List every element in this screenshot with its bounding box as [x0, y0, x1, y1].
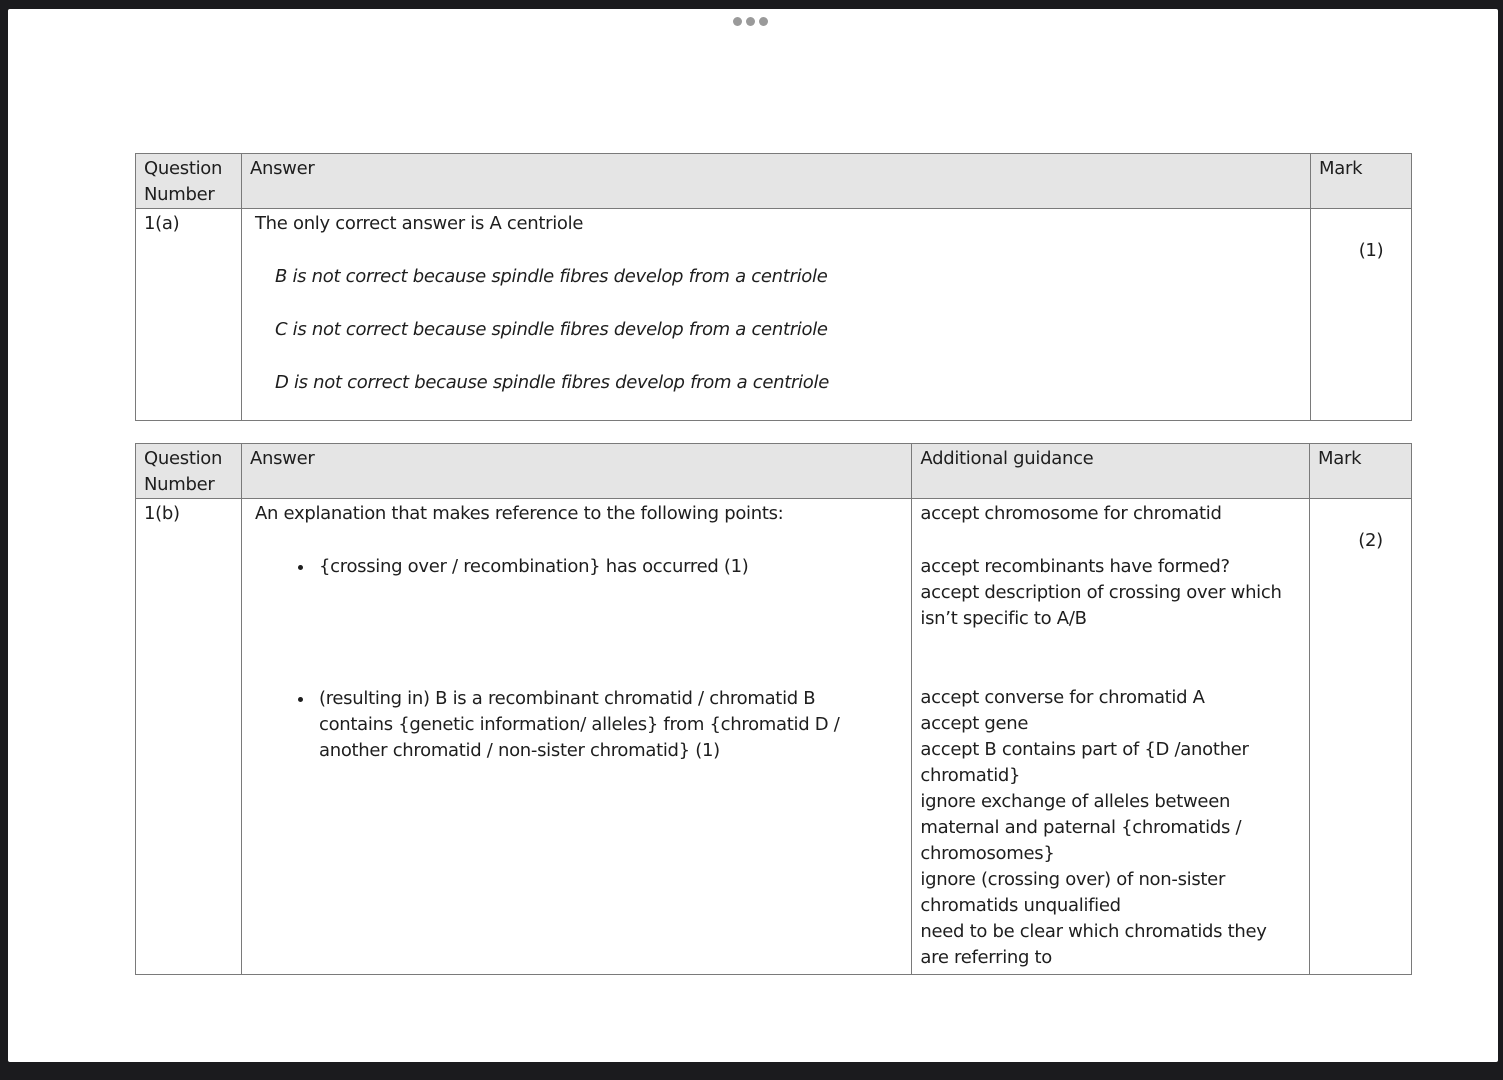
- answer-cell: [241, 209, 1310, 421]
- distractor-b: B is not correct because spindle fibres develop from a centriole: [274, 266, 828, 287]
- dot: [733, 17, 742, 26]
- mark-value: (2): [1358, 530, 1383, 551]
- guidance-line: need to be clear which chromatids they are referring to: [920, 921, 1267, 968]
- guidance-line: accept recombinants have formed?: [920, 556, 1230, 577]
- marking-points-list: [255, 686, 903, 764]
- more-options-icon[interactable]: [733, 17, 768, 26]
- header-question-number: Question Number: [136, 154, 242, 209]
- guidance-line: accept B contains part of {D /another chromatid}: [920, 739, 1249, 786]
- header-answer: Answer: [241, 444, 911, 499]
- mark-cell: [1310, 499, 1412, 975]
- header-additional-guidance: Additional guidance: [912, 444, 1310, 499]
- marking-point: • (resulting in) B is a recombinant chromatid / chromatid B contains {genetic information/ alleles} from {chromatid D / another chromatid / non-sister chromatid} (1): [315, 686, 903, 764]
- guidance-line: ignore (crossing over) of non-sister chromatids unqualified: [920, 869, 1226, 916]
- dot: [746, 17, 755, 26]
- guidance-line: accept gene: [920, 713, 1029, 734]
- marking-points-list: [255, 554, 903, 580]
- header-mark: Mark: [1311, 154, 1412, 209]
- header-mark: Mark: [1310, 444, 1412, 499]
- marking-point: • {crossing over / recombination} has occurred (1): [315, 554, 903, 580]
- dot: [759, 17, 768, 26]
- header-answer: Answer: [241, 154, 1310, 209]
- guidance-cell: [912, 499, 1310, 975]
- mark-cell: [1311, 209, 1412, 421]
- answer-intro: An explanation that makes reference to the following points:: [254, 503, 784, 524]
- distractor-c: C is not correct because spindle fibres develop from a centriole: [274, 319, 828, 340]
- guidance-line: ignore exchange of alleles between maternal and paternal {chromatids / chromosomes}: [920, 791, 1242, 864]
- distractor-d: D is not correct because spindle fibres develop from a centriole: [274, 372, 829, 393]
- mark-scheme-table-1b: [135, 443, 1412, 975]
- header-question-number: Question Number: [136, 444, 242, 499]
- correct-answer: The only correct answer is A centriole: [254, 213, 584, 234]
- question-number: 1(a): [136, 209, 242, 421]
- document-page: [8, 9, 1498, 1062]
- question-number: 1(b): [136, 499, 242, 975]
- guidance-line: accept chromosome for chromatid: [920, 503, 1222, 524]
- answer-cell: [241, 499, 911, 975]
- guidance-line: accept converse for chromatid A: [920, 687, 1205, 708]
- mark-scheme-table-1a: [135, 153, 1412, 421]
- guidance-line: accept description of crossing over which isn’t specific to A/B: [920, 582, 1282, 629]
- mark-value: (1): [1358, 240, 1384, 261]
